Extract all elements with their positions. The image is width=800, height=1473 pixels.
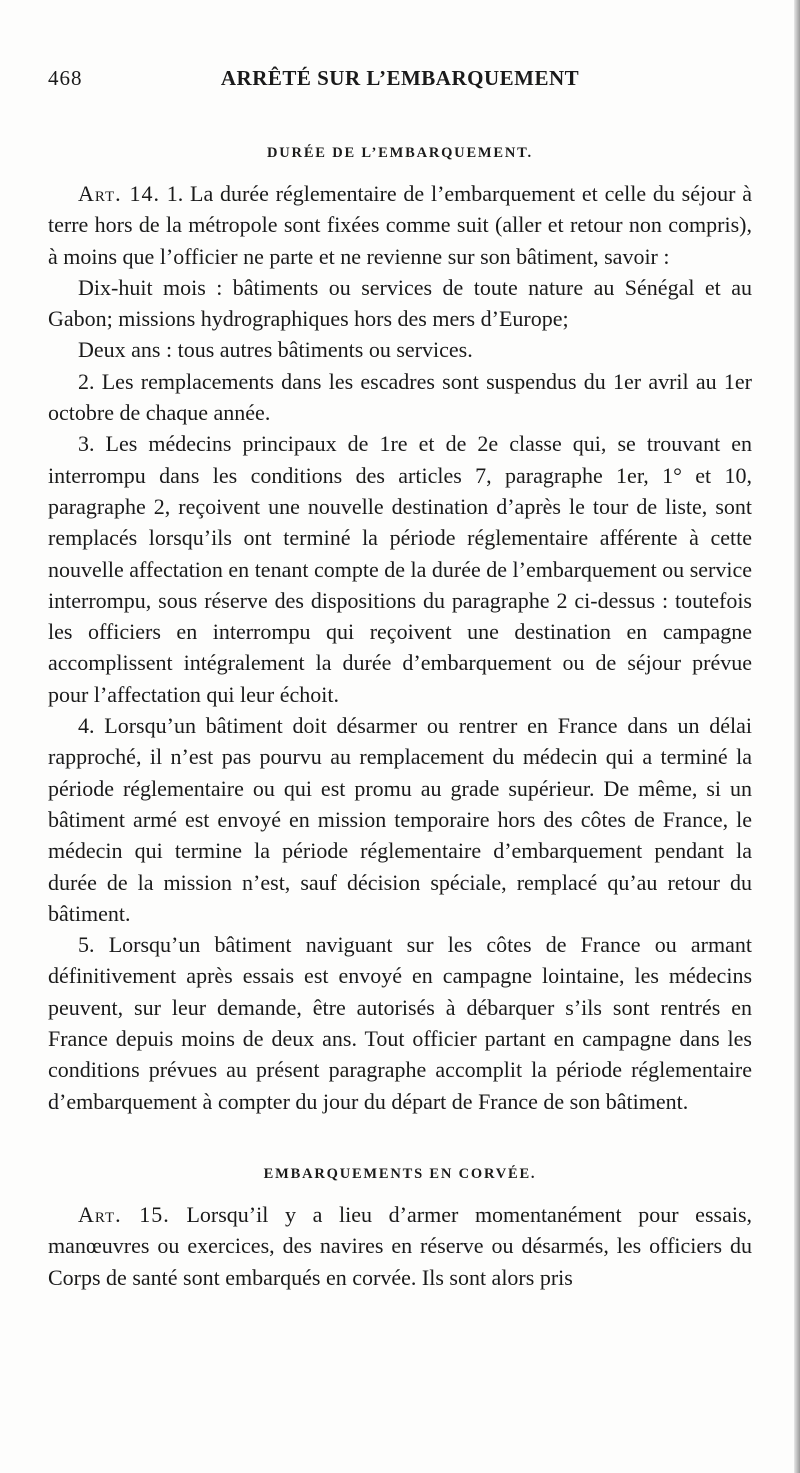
- page-number: 468: [48, 66, 83, 90]
- page-edge: [794, 0, 800, 1473]
- article-14-paragraph-2: Dix-huit mois : bâtiments ou services de toute nature au Sénégal et au Gabon; missions hydrographiques hors des mers d’Europe;: [48, 274, 752, 332]
- section-heading-corvee: EMBARQUEMENTS EN CORVÉE.: [263, 1165, 537, 1182]
- article-15-label: Art. 15.: [78, 1201, 170, 1227]
- page-body: [48, 140, 752, 1293]
- article-14-label: Art. 14.: [78, 181, 160, 206]
- article-14-paragraph-6: 4. Lorsqu’un bâtiment doit désarmer ou rentrer en France dans un délai rapproché, il n’est pas pourvu au remplacement du médecin qui a terminé la période réglementaire ou qui est promu au grade supérieur. De même, si un bâtiment armé est envoyé en mission temporaire hors des côtes de France, le médecin qui termine la période réglementaire d’embarquement pendant la durée de la mission n’est, sauf décision spéciale, remplacé qu’au retour du bâtiment.: [48, 713, 752, 926]
- article-14-paragraph-4: 2. Les remplacements dans les escadres sont suspendus du 1er avril au 1er octobre de chaque année.: [48, 368, 752, 426]
- section-heading-duree: DURÉE DE L’EMBARQUEMENT.: [267, 145, 533, 161]
- article-15-text: Lorsqu’il y a lieu d’armer momentanément pour essais, manœuvres ou exercices, des navires en réserve ou désarmés, les officiers du Corps de santé sont embarqués en corvée. Ils sont alors pris: [48, 1201, 753, 1290]
- article-14-paragraph-1: [48, 178, 752, 272]
- article-14-paragraph-3: Deux ans : tous autres bâtiments ou services.: [78, 337, 473, 363]
- article-14-paragraph-7: 5. Lorsqu’un bâtiment naviguant sur les côtes de France ou armant définitivement après essais est envoyé en campagne lointaine, les médecins peuvent, sur leur demande, être autorisés à débarquer s’ils sont rentrés en France depuis moins de deux ans. Tout officier partant en campagne dans les conditions prévues au présent paragraphe accomplit la période réglementaire d’embarquement à compter du jour du départ de France de son bâtiment.: [48, 932, 752, 1114]
- article-15-paragraph: [48, 1199, 752, 1293]
- running-title: ARRÊTÉ SUR L’EMBARQUEMENT: [220, 66, 580, 90]
- page-header: [48, 66, 752, 96]
- article-14-text-1: 1. La durée réglementaire de l’embarquement et celle du séjour à terre hors de la métropole sont fixées comme suit (aller et retour non compris), à moins que l’officier ne parte et ne revienne sur son bâtiment, savoir :: [48, 181, 752, 269]
- article-14-paragraph-5: 3. Les médecins principaux de 1re et de 2e classe qui, se trouvant en interrompu dans les conditions des articles 7, paragraphe 1er, 1° et 10, paragraphe 2, reçoivent une nouvelle destination d’après le tour de liste, sont remplacés lorsqu’ils ont terminé la période réglementaire afférente à cette nouvelle affectation en tenant compte de la durée de l’embarquement ou service interrompu, sous réserve des dispositions du paragraphe 2 ci-dessus : toutefois les officiers en interrompu qui reçoivent une destination en campagne accomplissent intégralement la durée d’embarquement ou de séjour prévue pour l’affectation qui leur échoit.: [48, 431, 752, 707]
